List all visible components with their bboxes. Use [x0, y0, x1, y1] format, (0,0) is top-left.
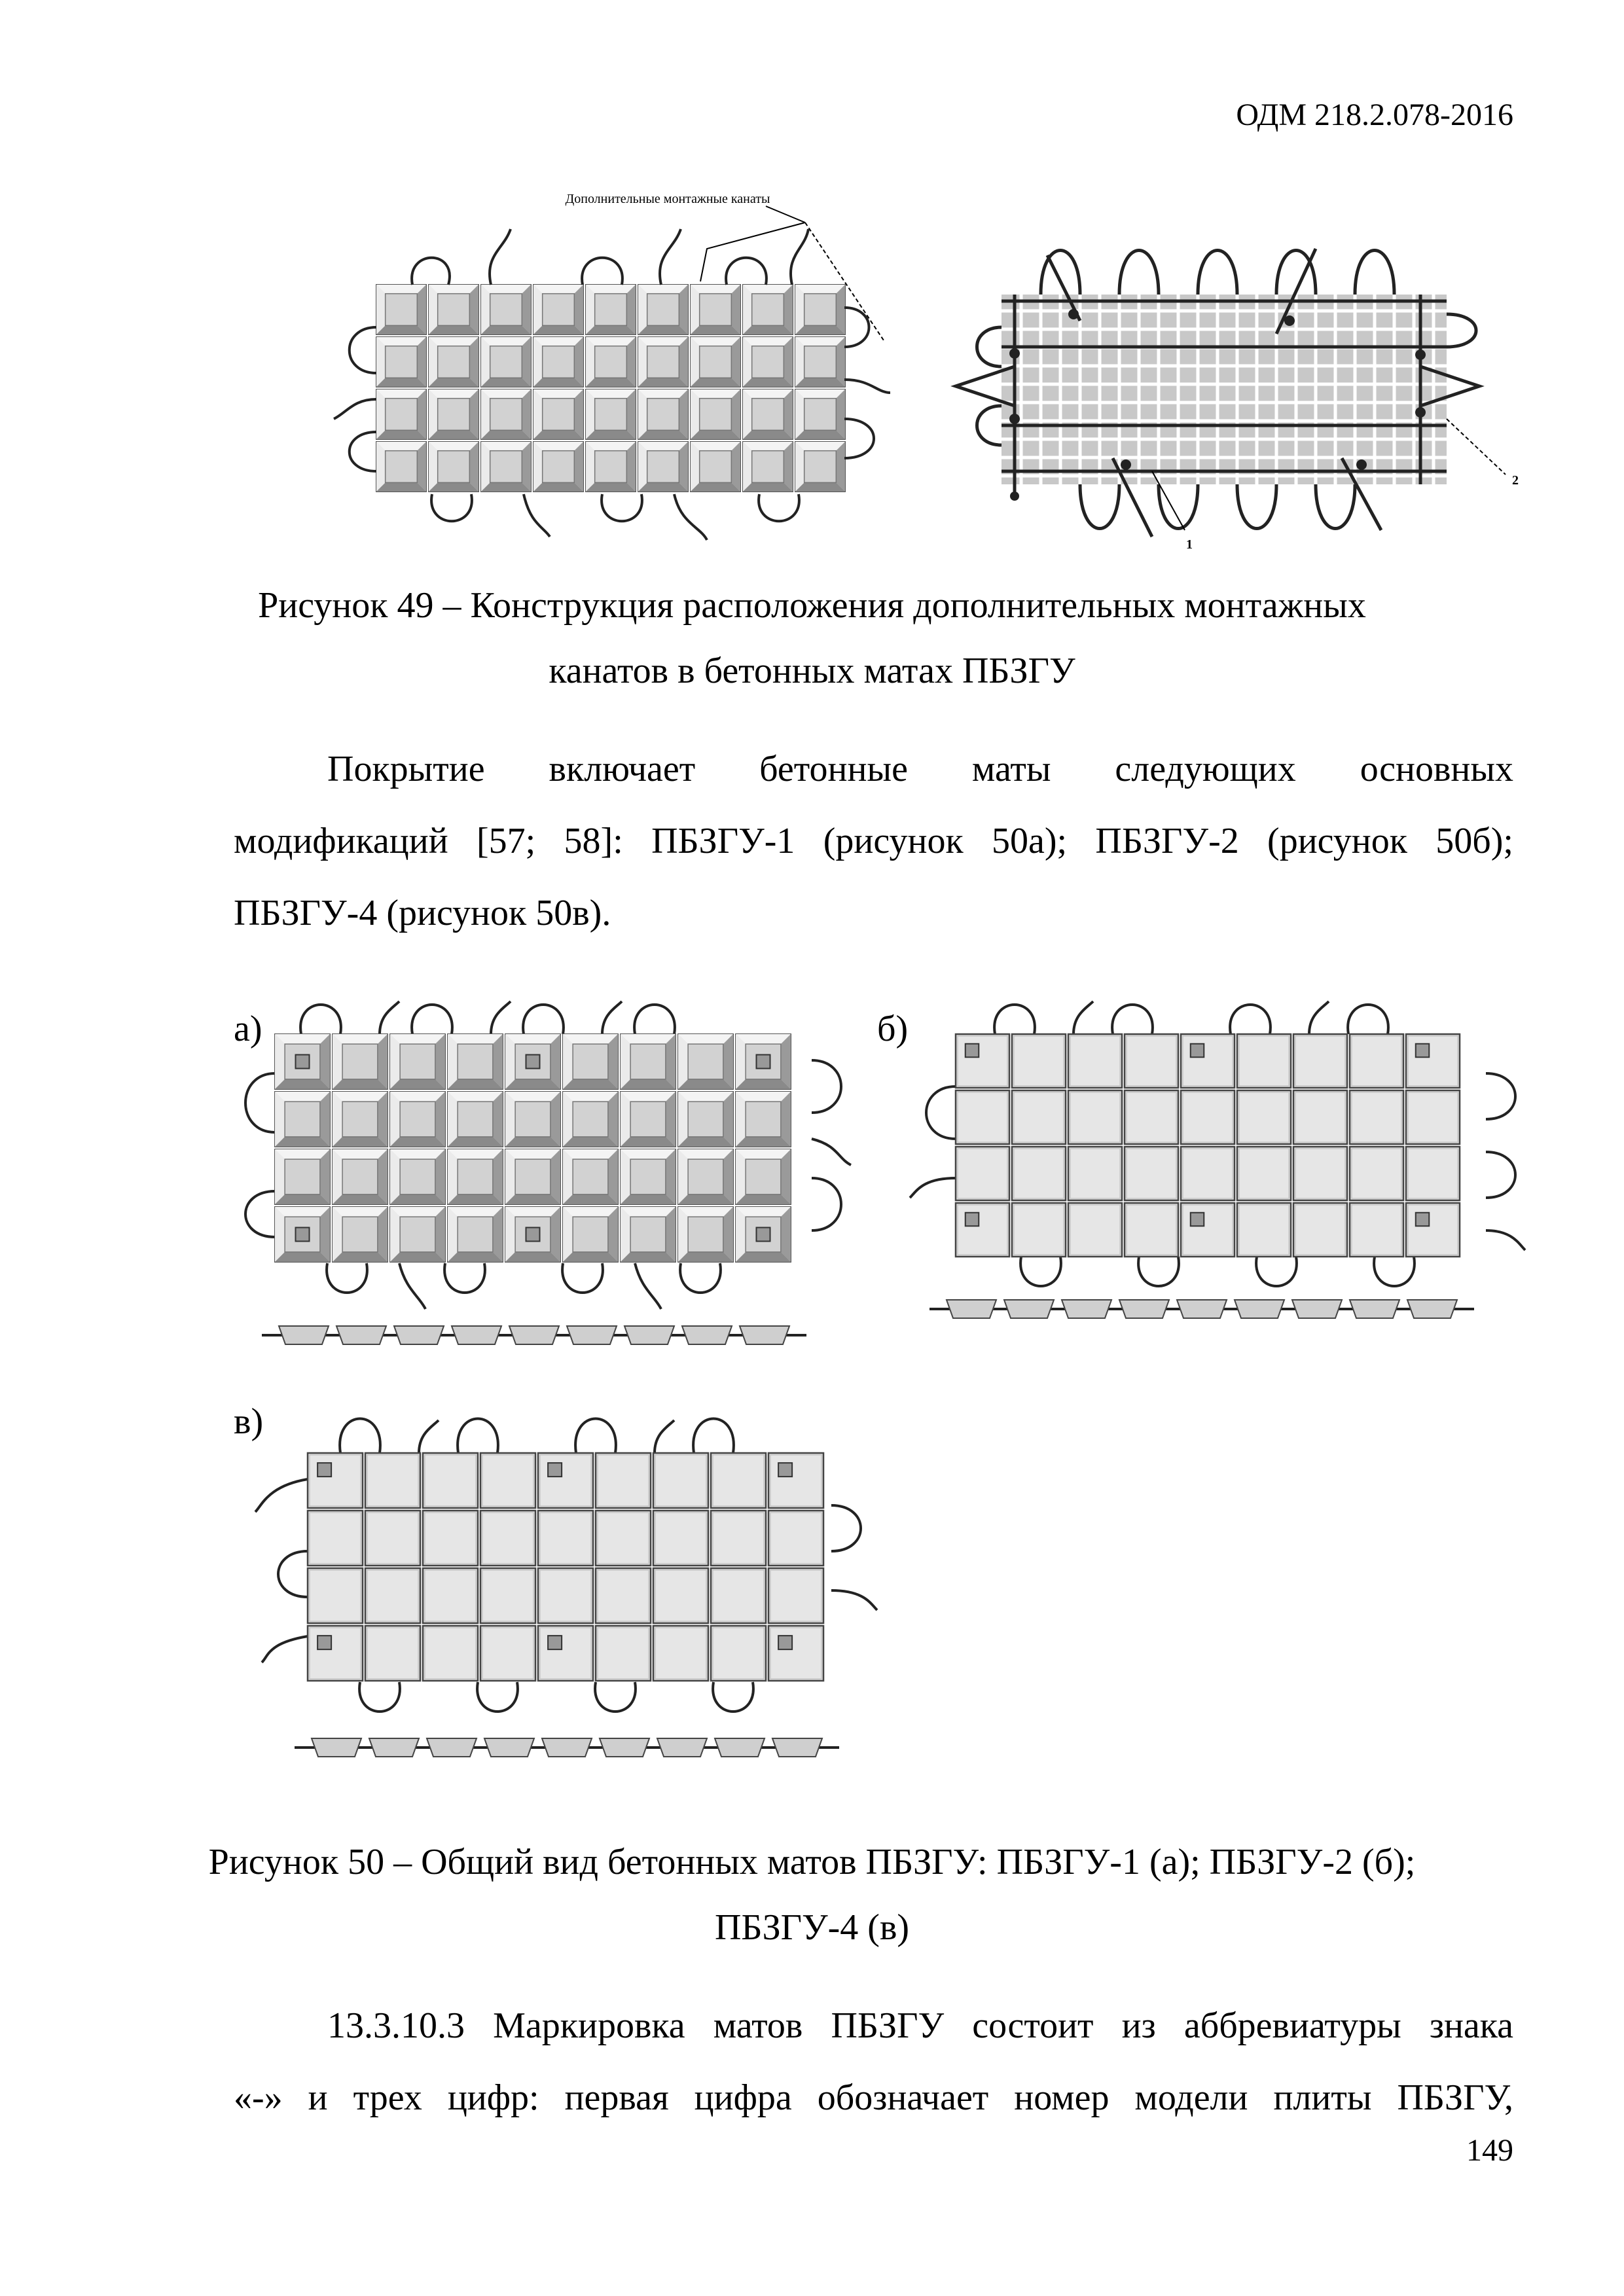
mat-tile [1068, 1147, 1122, 1200]
mat-tile [586, 442, 636, 492]
mat-tile [956, 1090, 1009, 1144]
mat-tile [1012, 1147, 1066, 1200]
profile-block [279, 1326, 329, 1344]
mat-tile [423, 1626, 478, 1681]
figure-50v-drawing [262, 1394, 890, 1787]
mat-tile [621, 1034, 676, 1089]
mat-tile [711, 1453, 766, 1508]
profile-block [1292, 1300, 1342, 1318]
mat-tile [1350, 1090, 1403, 1144]
mat-tile [481, 337, 531, 387]
mat-tile [481, 285, 531, 334]
figure-50-caption-line2: ПБЗГУ-4 (в) [714, 1907, 910, 1948]
mat-tile [743, 337, 793, 387]
profile-block [369, 1738, 419, 1757]
mat-tile [1068, 1090, 1122, 1144]
mat-tile [1181, 1034, 1235, 1088]
mat-tile [423, 1453, 478, 1508]
mat-v-tiles [308, 1453, 823, 1681]
mat-tile [956, 1034, 1009, 1088]
mat-tile [423, 1511, 478, 1566]
mat-tile [481, 442, 531, 492]
mat-tile [691, 337, 740, 387]
mat-tile [429, 285, 478, 334]
mat-tile [1125, 1090, 1178, 1144]
mat-tile [308, 1626, 363, 1681]
lifting-loop-marker [296, 1228, 310, 1242]
mat-tile [1068, 1203, 1122, 1257]
paragraph-1-line3: ПБЗГУ-4 (рисунок 50в). [234, 893, 611, 933]
figure-50-label-v: в) [234, 1401, 264, 1442]
figure-50b-drawing [923, 982, 1551, 1348]
mat-tile [653, 1568, 708, 1623]
mat-tile [711, 1568, 766, 1623]
mat-tile [653, 1626, 708, 1681]
mat-tile [365, 1511, 420, 1566]
lifting-loop-marker [778, 1636, 792, 1649]
lifting-loop-marker [317, 1636, 331, 1649]
mat-tile [743, 285, 793, 334]
mat-b-profile [929, 1300, 1474, 1318]
mat-tile [1293, 1147, 1347, 1200]
mat-tile [365, 1568, 420, 1623]
paragraph-1-line1: Покрытие включает бетонные маты следующих основных [327, 749, 1513, 789]
figure-49-caption-line2: канатов в бетонных матах ПБЗГУ [549, 651, 1075, 691]
mat-tile [711, 1626, 766, 1681]
mat-tile [480, 1626, 535, 1681]
mat-tile [563, 1034, 618, 1089]
mat-tile [480, 1453, 535, 1508]
mat-tile [956, 1147, 1009, 1200]
profile-block [336, 1326, 386, 1344]
mat-tile [768, 1453, 823, 1508]
profile-block [682, 1326, 732, 1344]
mat-tile [736, 1149, 791, 1204]
profile-block [624, 1326, 674, 1344]
mat-tile [586, 285, 636, 334]
mat-tile [1293, 1203, 1347, 1257]
mat-tile [768, 1511, 823, 1566]
profile-block [427, 1738, 477, 1757]
mat-tile [1293, 1034, 1347, 1088]
mat-tile [308, 1453, 363, 1508]
profile-block [947, 1300, 996, 1318]
mat-tile [1293, 1090, 1347, 1144]
lifting-loop-marker [526, 1228, 540, 1242]
figure-50-label-b: б) [877, 1009, 909, 1049]
mat-tile [1237, 1034, 1291, 1088]
figure-49-caption-line1: Рисунок 49 – Конструкция расположения дополнительных монтажных [258, 585, 1366, 626]
mat-tile [596, 1626, 651, 1681]
profile-block [657, 1738, 707, 1757]
mat-tile [1012, 1090, 1066, 1144]
mat-tile [1237, 1147, 1291, 1200]
mat-tile [538, 1626, 593, 1681]
mat-tile [308, 1511, 363, 1566]
mat-tile [596, 1453, 651, 1508]
lifting-loop-marker [548, 1636, 562, 1649]
figure-50a-drawing [249, 982, 871, 1388]
marker-1: 1 [1186, 537, 1193, 552]
profile-block [312, 1738, 361, 1757]
profile-block [509, 1326, 559, 1344]
mat-tile [563, 1149, 618, 1204]
mat-tile [768, 1568, 823, 1623]
mat-tile [691, 285, 740, 334]
mat-tile [376, 389, 426, 439]
mat-tile [333, 1034, 388, 1089]
mat-tile [638, 389, 688, 439]
profile-block [484, 1738, 534, 1757]
mat-tile [533, 337, 583, 387]
lifting-loop-marker [548, 1463, 562, 1477]
mat-tile [711, 1511, 766, 1566]
mat-tile [533, 285, 583, 334]
mat-tile [448, 1092, 503, 1147]
mat-tile [1406, 1034, 1460, 1088]
mat-tile [376, 285, 426, 334]
mat-left [376, 285, 845, 492]
mat-tile [736, 1034, 791, 1089]
mat-tile [621, 1092, 676, 1147]
mat-tile [1181, 1147, 1235, 1200]
lifting-loop-marker [1191, 1044, 1204, 1058]
lifting-loop-marker [965, 1213, 979, 1227]
mat-tile [736, 1092, 791, 1147]
document-id: ОДМ 218.2.078-2016 [1236, 98, 1513, 132]
profile-block [1119, 1300, 1169, 1318]
mat-tile [1125, 1203, 1178, 1257]
profile-block [1407, 1300, 1457, 1318]
mat-tile [538, 1568, 593, 1623]
mat-tile [308, 1568, 363, 1623]
mat-tile [1237, 1090, 1291, 1144]
mat-tile [390, 1149, 445, 1204]
mat-tile [275, 1149, 330, 1204]
mat-tile [505, 1092, 560, 1147]
profile-block [715, 1738, 765, 1757]
figure-49-drawing [308, 183, 1519, 552]
lifting-loop-marker [1191, 1213, 1204, 1227]
mat-tile [480, 1568, 535, 1623]
mat-tile [596, 1568, 651, 1623]
rope-annotation: Дополнительные монтажные канаты [565, 192, 770, 206]
mat-tile [505, 1149, 560, 1204]
profile-block [1177, 1300, 1227, 1318]
profile-block [1235, 1300, 1284, 1318]
mat-tile [429, 389, 478, 439]
mat-tile [563, 1092, 618, 1147]
mat-tile [1406, 1147, 1460, 1200]
mat-tile [533, 389, 583, 439]
mat-tile [275, 1034, 330, 1089]
mat-tile [390, 1034, 445, 1089]
profile-block [567, 1326, 617, 1344]
mat-tile [533, 442, 583, 492]
figure-50-caption-line1: Рисунок 50 – Общий вид бетонных матов ПБЗГУ: ПБЗГУ-1 (а); ПБЗГУ-2 (б); [208, 1842, 1416, 1882]
lifting-loop-marker [1416, 1213, 1430, 1227]
mat-tile [481, 389, 531, 439]
mat-tile [1181, 1203, 1235, 1257]
mat-tile [621, 1207, 676, 1262]
mat-tile [638, 285, 688, 334]
mat-tile [586, 389, 636, 439]
mat-tile [1350, 1203, 1403, 1257]
mat-tile [275, 1092, 330, 1147]
profile-block [772, 1738, 822, 1757]
lifting-loop-marker [296, 1055, 310, 1069]
profile-block [740, 1326, 789, 1344]
mat-tile [653, 1453, 708, 1508]
mat-tile [275, 1207, 330, 1262]
mat-tile [1406, 1203, 1460, 1257]
mat-tile [743, 442, 793, 492]
mat-tile [429, 442, 478, 492]
mat-tile [1237, 1203, 1291, 1257]
mat-tile [429, 337, 478, 387]
lifting-loop-marker [317, 1463, 331, 1477]
mat-tile [563, 1207, 618, 1262]
mat-tile [638, 442, 688, 492]
profile-block [452, 1326, 501, 1344]
mat-tile [678, 1207, 733, 1262]
mat-tile [1012, 1203, 1066, 1257]
mat-tile [621, 1149, 676, 1204]
mat-tile [743, 389, 793, 439]
mat-tile [448, 1034, 503, 1089]
lifting-loop-marker [965, 1044, 979, 1058]
mat-tile [956, 1203, 1009, 1257]
mat-tile [1068, 1034, 1122, 1088]
paragraph-1-line2: модификаций [57; 58]: ПБЗГУ-1 (рисунок 50а); ПБЗГУ-2 (рисунок 50б); [234, 821, 1513, 861]
profile-block [600, 1738, 649, 1757]
mat-tile [448, 1149, 503, 1204]
paragraph-2-line1: 13.3.10.3 Маркировка матов ПБЗГУ состоит из аббревиатуры знака [327, 2005, 1513, 2046]
profile-block [542, 1738, 592, 1757]
mat-tile [376, 442, 426, 492]
mat-tile [538, 1511, 593, 1566]
mat-tile [1350, 1147, 1403, 1200]
lifting-loop-marker [757, 1228, 770, 1242]
mat-tile [448, 1207, 503, 1262]
mat-b-tiles [956, 1034, 1460, 1257]
mat-tile [638, 337, 688, 387]
mat-tile [390, 1207, 445, 1262]
mat-tile [1406, 1090, 1460, 1144]
mat-tile [365, 1626, 420, 1681]
mat-tile [691, 442, 740, 492]
mat-tile [1181, 1090, 1235, 1144]
mat-tile [1125, 1034, 1178, 1088]
mat-tile [795, 337, 845, 387]
mat-tile [423, 1568, 478, 1623]
mat-tile [480, 1511, 535, 1566]
mat-tile [390, 1092, 445, 1147]
mat-tile [795, 442, 845, 492]
figure-50-label-a: а) [234, 1009, 262, 1049]
page-number: 149 [1466, 2133, 1513, 2168]
mat-tile [333, 1149, 388, 1204]
mat-tile [505, 1207, 560, 1262]
mat-tile [333, 1092, 388, 1147]
mat-tile [333, 1207, 388, 1262]
schematic-right [956, 249, 1519, 552]
mat-a-profile [262, 1326, 806, 1344]
paragraph-2-line2: «-» и трех цифр: первая цифра обозначает номер модели плиты ПБЗГУ, [234, 2077, 1513, 2118]
mat-v-profile [295, 1738, 839, 1757]
lifting-loop-marker [526, 1055, 540, 1069]
mat-tile [691, 389, 740, 439]
mat-tile [505, 1034, 560, 1089]
mat-tile [678, 1034, 733, 1089]
mat-tile [678, 1092, 733, 1147]
mat-tile [736, 1207, 791, 1262]
mat-tile [653, 1511, 708, 1566]
mat-tile [365, 1453, 420, 1508]
mat-tile [795, 285, 845, 334]
mat-tile [678, 1149, 733, 1204]
mat-tile [795, 389, 845, 439]
profile-block [394, 1326, 444, 1344]
mat-tile [1012, 1034, 1066, 1088]
mat-tile [376, 337, 426, 387]
profile-block [1350, 1300, 1399, 1318]
marker-2: 2 [1512, 473, 1519, 488]
mat-left-tiles [376, 285, 845, 492]
mat-tile [1125, 1147, 1178, 1200]
mat-tile [596, 1511, 651, 1566]
lifting-loop-marker [757, 1055, 770, 1069]
lifting-loop-marker [778, 1463, 792, 1477]
mat-tile [768, 1626, 823, 1681]
mat-tile [1350, 1034, 1403, 1088]
mat-a-tiles [275, 1034, 791, 1262]
profile-block [1062, 1300, 1111, 1318]
mat-tile [538, 1453, 593, 1508]
mat-tile [586, 337, 636, 387]
profile-block [1004, 1300, 1054, 1318]
lifting-loop-marker [1416, 1044, 1430, 1058]
